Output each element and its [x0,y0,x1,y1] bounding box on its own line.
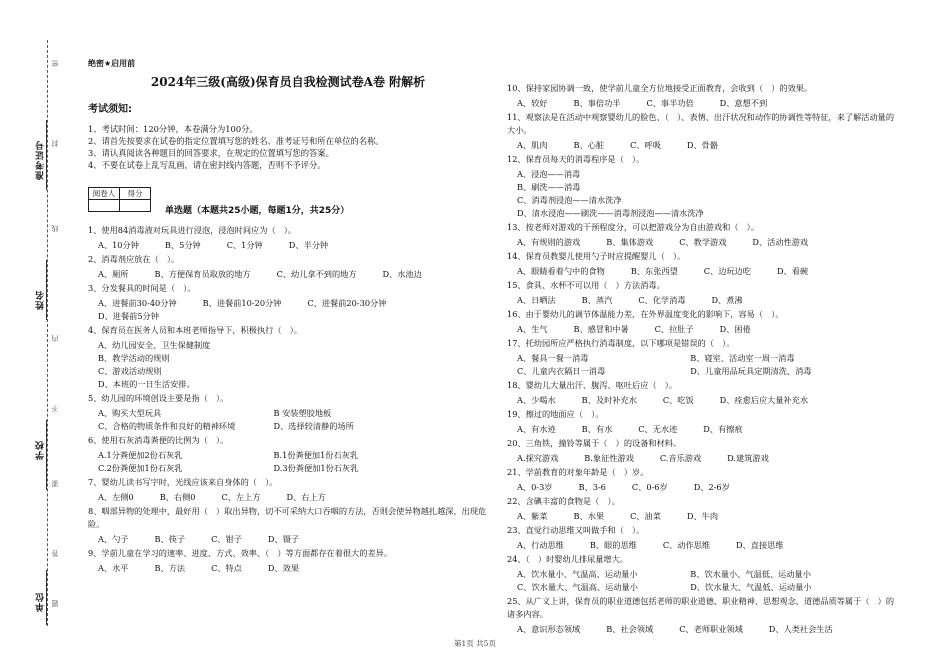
right-column [507,82,902,637]
seal-mark: 答 [51,550,59,557]
answer-option[interactable]: C、动作思维 [662,539,711,550]
answer-option[interactable]: B、进餐前10-20分钟 [202,297,282,308]
answer-option[interactable]: B 安装塑胶地板 [273,407,332,418]
answer-option[interactable]: C、饮水量大、气温高、运动量小 [517,581,638,592]
score-cell-score[interactable] [120,200,151,212]
binding-margin [0,0,70,671]
answer-option[interactable]: D、活动性游戏 [752,236,809,247]
binding-label-exam-id: 准考证号 [36,140,46,180]
answer-option[interactable]: D、意想不到 [719,97,768,108]
answer-option[interactable]: B、社会领域 [606,623,654,634]
question-text: 14、保育员教婴儿使用勺子时应提醒婴儿（ ）。 [507,251,686,261]
answer-option[interactable]: A、购买大型玩具 [98,407,162,418]
answer-option[interactable]: B、心脏 [573,139,605,150]
notice-title: 考试须知: [88,104,132,115]
answer-option[interactable]: C、老师职业领域 [679,623,743,634]
answer-option[interactable]: B、3-6 [578,481,606,492]
question-text: 9、学前儿童在学习的速率、进度、方式、效率、（ ）等方面都存在着很大的差异。 [88,548,393,558]
answer-option[interactable]: C.音乐游戏 [659,452,702,463]
answer-option[interactable]: A、水平 [98,562,129,573]
answer-option[interactable]: A、行动思维 [517,539,564,550]
answer-option[interactable]: D、半分钟 [288,239,329,250]
answer-option[interactable]: B、集体游戏 [606,236,654,247]
option-list [88,268,488,281]
answer-option[interactable]: B、水果 [573,510,605,521]
answer-option[interactable]: A、进餐前30-40分钟 [98,297,177,308]
answer-option[interactable]: C、儿童内衣隔日一消毒 [517,365,606,376]
seal-mark: 题 [51,600,59,607]
option-list [507,236,902,249]
option-list [507,452,902,465]
answer-option[interactable]: C、进餐前20-30分钟 [307,297,387,308]
answer-option[interactable]: B、及时补充水 [581,394,637,405]
answer-option[interactable]: B、5分钟 [164,239,201,250]
seal-line [47,40,48,626]
question-list-left [88,224,488,575]
answer-option[interactable]: B、方便保育员取放的地方 [154,268,251,279]
question-text: 23、直觉行动思维又叫做手和（ ）。 [507,525,645,535]
notice-item: 4、不要在试卷上乱写乱画，请在密封线内答题，否则不予评分。 [88,160,326,170]
page-footer: 第1页 共5页 [454,639,496,648]
question-text: 19、擦过的地面应（ ）。 [507,409,604,419]
answer-option[interactable]: C、合格的物质条件和良好的精神环境 [98,420,236,431]
question-text: 15、食具、水杯不可以用（ ）方法消毒。 [507,280,665,290]
answer-option[interactable]: B、事倍功半 [573,97,621,108]
answer-option[interactable]: C、无水迹 [638,423,678,434]
answer-option[interactable]: B、寝室、活动室一周一消毒 [690,352,795,363]
answer-option[interactable]: C.2份粪便加1份石灰乳 [98,462,183,473]
question-text: 6、使用石灰消毒粪便的比例为（ ）。 [88,435,229,445]
answer-option[interactable]: A、少喝水 [517,394,556,405]
score-header-score: 得分 [120,188,151,200]
option-list [507,97,902,110]
answer-option[interactable]: A.探究游戏 [517,452,559,463]
notice-item: 2、请首先按要求在试卷的指定位置填写您的姓名、准考证号和所在单位的名称。 [88,136,384,146]
answer-option[interactable]: B、筷子 [154,533,186,544]
question-text: 16、由于婴幼儿的调节体温能力差，在外界温度变化的影响下，容易（ ）。 [507,309,784,319]
option-list [88,491,488,504]
answer-option[interactable]: C、1分钟 [226,239,263,250]
question-text: 24、（ ）时婴幼儿排尿量增大。 [507,554,628,564]
option-list [507,352,902,378]
answer-option[interactable]: C、油菜 [630,510,661,521]
answer-option[interactable]: A、勺子 [98,533,129,544]
answer-option[interactable]: D、进餐前5分钟 [98,310,159,321]
answer-option[interactable]: D、痊愈后应大量补充水 [719,394,809,405]
answer-option[interactable]: A、饮水量小、气温高、运动量小 [517,568,638,579]
page-title: 2024年三级(高级)保育员自我检测试卷A卷 附解析 [150,75,426,89]
answer-option[interactable]: D、2-6岁 [693,481,730,492]
answer-option[interactable]: B、右侧0 [159,491,196,502]
answer-option[interactable]: B、有水 [581,423,613,434]
score-section [88,183,488,216]
answer-option[interactable]: C、化学消毒 [638,294,686,305]
question-text: 3、分发餐具的时间是（ ）。 [88,283,196,293]
answer-option[interactable]: A、0-3岁 [517,481,553,492]
section-title: 单选题（本题共25小题，每题1分，共25分） [165,206,350,216]
left-column [88,58,488,576]
answer-option[interactable]: D、困倦 [719,323,751,334]
answer-option[interactable]: C、游戏活动规则 [98,365,162,376]
option-list [88,339,488,391]
option-list [507,423,902,436]
option-list [88,239,488,252]
question-text: 2、消毒剂应放在（ ）。 [88,254,180,264]
answer-option[interactable]: D、看碗 [776,265,809,276]
answer-option[interactable]: B、方法 [154,562,186,573]
seal-mark: 密 [51,60,59,67]
answer-option[interactable]: D、牛肉 [686,510,719,521]
answer-option[interactable]: D、儿童用品玩具定期清洗、消毒 [690,365,812,376]
option-list [507,294,902,307]
seal-mark: 封 [51,140,59,147]
answer-option[interactable]: A、日晒法 [517,294,556,305]
seal-mark: 内 [51,335,59,342]
answer-option[interactable]: B、刷洗——消毒 [517,181,581,192]
answer-option[interactable]: D、水池边 [382,268,422,279]
option-list [507,539,902,552]
question-text: 18、婴幼儿大量出汗、腹泻、呕吐后应（ ）。 [507,380,678,390]
answer-option[interactable]: D.建筑游戏 [727,452,769,463]
option-list [507,481,902,494]
question-text: 20、三角铁，撞铃等属于（ ）的设备和材料。 [507,438,682,448]
option-list [507,139,902,152]
question-text: 25、从广义上讲，保育员的职业道德包括老师的职业道德、职业精神、思想观念、道德品质等属于（ ）的诸多内容。 [507,596,895,619]
answer-option[interactable]: B.象征性游戏 [584,452,634,463]
binding-label-unit: 单位 [36,592,46,612]
answer-option[interactable]: D、效果 [267,562,300,573]
seal-mark: 不 [51,405,59,412]
answer-option[interactable]: C、边玩边吃 [703,265,751,276]
seal-mark: 要 [51,480,59,487]
question-text: 12、保育员每天的消毒程序是（ ）。 [507,154,645,164]
answer-option[interactable]: C、0-6岁 [631,481,668,492]
seal-mark: 线 [51,225,59,232]
option-list [88,449,488,475]
answer-option[interactable]: D、煮沸 [711,294,743,305]
answer-option[interactable]: A、生气 [517,323,548,334]
option-list [507,323,902,336]
answer-option[interactable]: A、有规则的游戏 [517,236,581,247]
score-header-grader: 阅卷人 [89,188,120,200]
answer-option[interactable]: A、左侧0 [98,491,134,502]
question-text: 17、托幼园所应严格执行消毒制度，以下哪项是错误的（ ）。 [507,338,735,348]
answer-option[interactable]: A、较好 [517,97,548,108]
option-list [88,297,488,323]
answer-option[interactable]: C、特点 [211,562,242,573]
score-table [88,187,151,212]
answer-option[interactable]: C、拉肚子 [654,323,694,334]
answer-option[interactable]: C、消毒剂浸泡——清水洗净 [517,194,622,205]
answer-option[interactable]: D、选择较清静的场所 [273,420,354,431]
answer-option[interactable]: A.1分粪便加2份石灰乳 [98,449,183,460]
answer-option[interactable]: D、骨骼 [686,139,719,150]
answer-option[interactable]: C、呼吸 [630,139,661,150]
question-text: 5、幼儿园的环境创设主要是指（ ）。 [88,393,229,403]
question-text: 8、咽部异物的处理中，最好用（ ）取出异物，切不可采纳大口吞咽的方法，否则会使异物越扎越深，出现危险。 [88,506,487,529]
binding-label-name: 姓名 [36,290,46,310]
answer-option[interactable]: B、眼的思维 [589,539,637,550]
answer-option[interactable]: A、肌肉 [517,139,548,150]
question-text: 4、保育员在医务人员和本班老师指导下，积极执行（ ）。 [88,325,302,335]
option-list [88,407,488,433]
answer-option[interactable]: D、有擦痕 [703,423,743,434]
answer-option[interactable]: B、东张西望 [630,265,678,276]
answer-option[interactable]: A、幼儿园安全、卫生保健制度 [98,339,211,350]
answer-option[interactable]: A、餐具一餐一消毒 [517,352,589,363]
question-text: 11、观察法是在活动中观察婴幼儿的脸色、（ ）、表情、出汗状况和动作的协调性等特征，来了解活动量的大小。 [507,112,895,135]
question-text: 1、使用84消毒液对玩具进行浸泡，浸泡时间应为（ ）。 [88,225,297,235]
notice-list [88,123,488,171]
answer-option[interactable]: A、浸泡——消毒 [517,168,581,179]
option-list [507,568,902,594]
question-text: 13、按老师对游戏的干预程度分，可以把游戏分为自由游戏和（ ）。 [507,222,759,232]
answer-option[interactable]: D、镊子 [267,533,300,544]
answer-option[interactable]: B、教学活动的规则 [98,352,170,363]
answer-option[interactable]: C、事半功倍 [646,97,694,108]
answer-option[interactable]: A、眼睛看着勺中的食物 [517,265,605,276]
answer-option[interactable]: B、感冒和中暑 [573,323,629,334]
score-cell-grader[interactable] [89,200,120,212]
answer-option[interactable]: B.1份粪便加1份石灰乳 [273,449,359,460]
answer-option[interactable]: D.3份粪便加1份石灰乳 [273,462,359,473]
answer-option[interactable]: D、人类社会生活 [768,623,833,634]
answer-option[interactable]: C、左上方 [221,491,261,502]
option-list [88,562,488,575]
question-text: 21、学前教育的对象年龄是（ ）岁。 [507,467,649,477]
answer-option[interactable]: D、本班的一日生活安排。 [98,378,195,389]
answer-option[interactable]: A、意识形态领域 [517,623,581,634]
answer-option[interactable]: D、清水浸泡——刷洗——消毒剂浸泡——清水洗净 [517,207,704,218]
answer-option[interactable]: A、有水迹 [517,423,556,434]
option-list [507,623,902,636]
answer-option[interactable]: C、钳子 [211,533,242,544]
answer-option[interactable]: C、教学游戏 [679,236,727,247]
answer-option[interactable]: D、直接思维 [736,539,784,550]
binding-label-school: 学校 [36,440,46,460]
answer-option[interactable]: D、右上方 [286,491,326,502]
option-list [507,265,902,278]
answer-option[interactable]: A、10分钟 [98,239,139,250]
answer-option[interactable]: B、饮水量小、气温低、运动量小 [690,568,811,579]
question-text: 22、含碘丰富的食物是（ ）。 [507,496,620,506]
question-text: 7、婴幼儿读书写字时，光线应该来自身体的（ ）。 [88,477,278,487]
option-list [507,394,902,407]
notice-item: 1、考试时间：120分钟，本卷满分为100分。 [88,124,258,134]
option-list [88,533,488,546]
answer-option[interactable]: D、饮水量大、气温低、运动量小 [690,581,812,592]
secret-label: 绝密★启用前 [88,59,136,68]
answer-option[interactable]: C、吃饭 [662,394,694,405]
option-list [507,510,902,523]
answer-option[interactable]: A、紫菜 [517,510,548,521]
notice-item: 3、请认真阅读各种题目的回答要求，在规定的位置填写您的答案。 [88,148,334,158]
question-text: 10、保持家园协调一致，使学前儿童全方位地接受正面教育，会收到（ ）的效果。 [507,83,813,93]
answer-option[interactable]: A、厕所 [98,268,129,279]
answer-option[interactable]: C、幼儿拿不到的地方 [276,268,357,279]
question-list-right [507,82,902,636]
answer-option[interactable]: B、蒸汽 [581,294,613,305]
option-list [507,168,902,220]
